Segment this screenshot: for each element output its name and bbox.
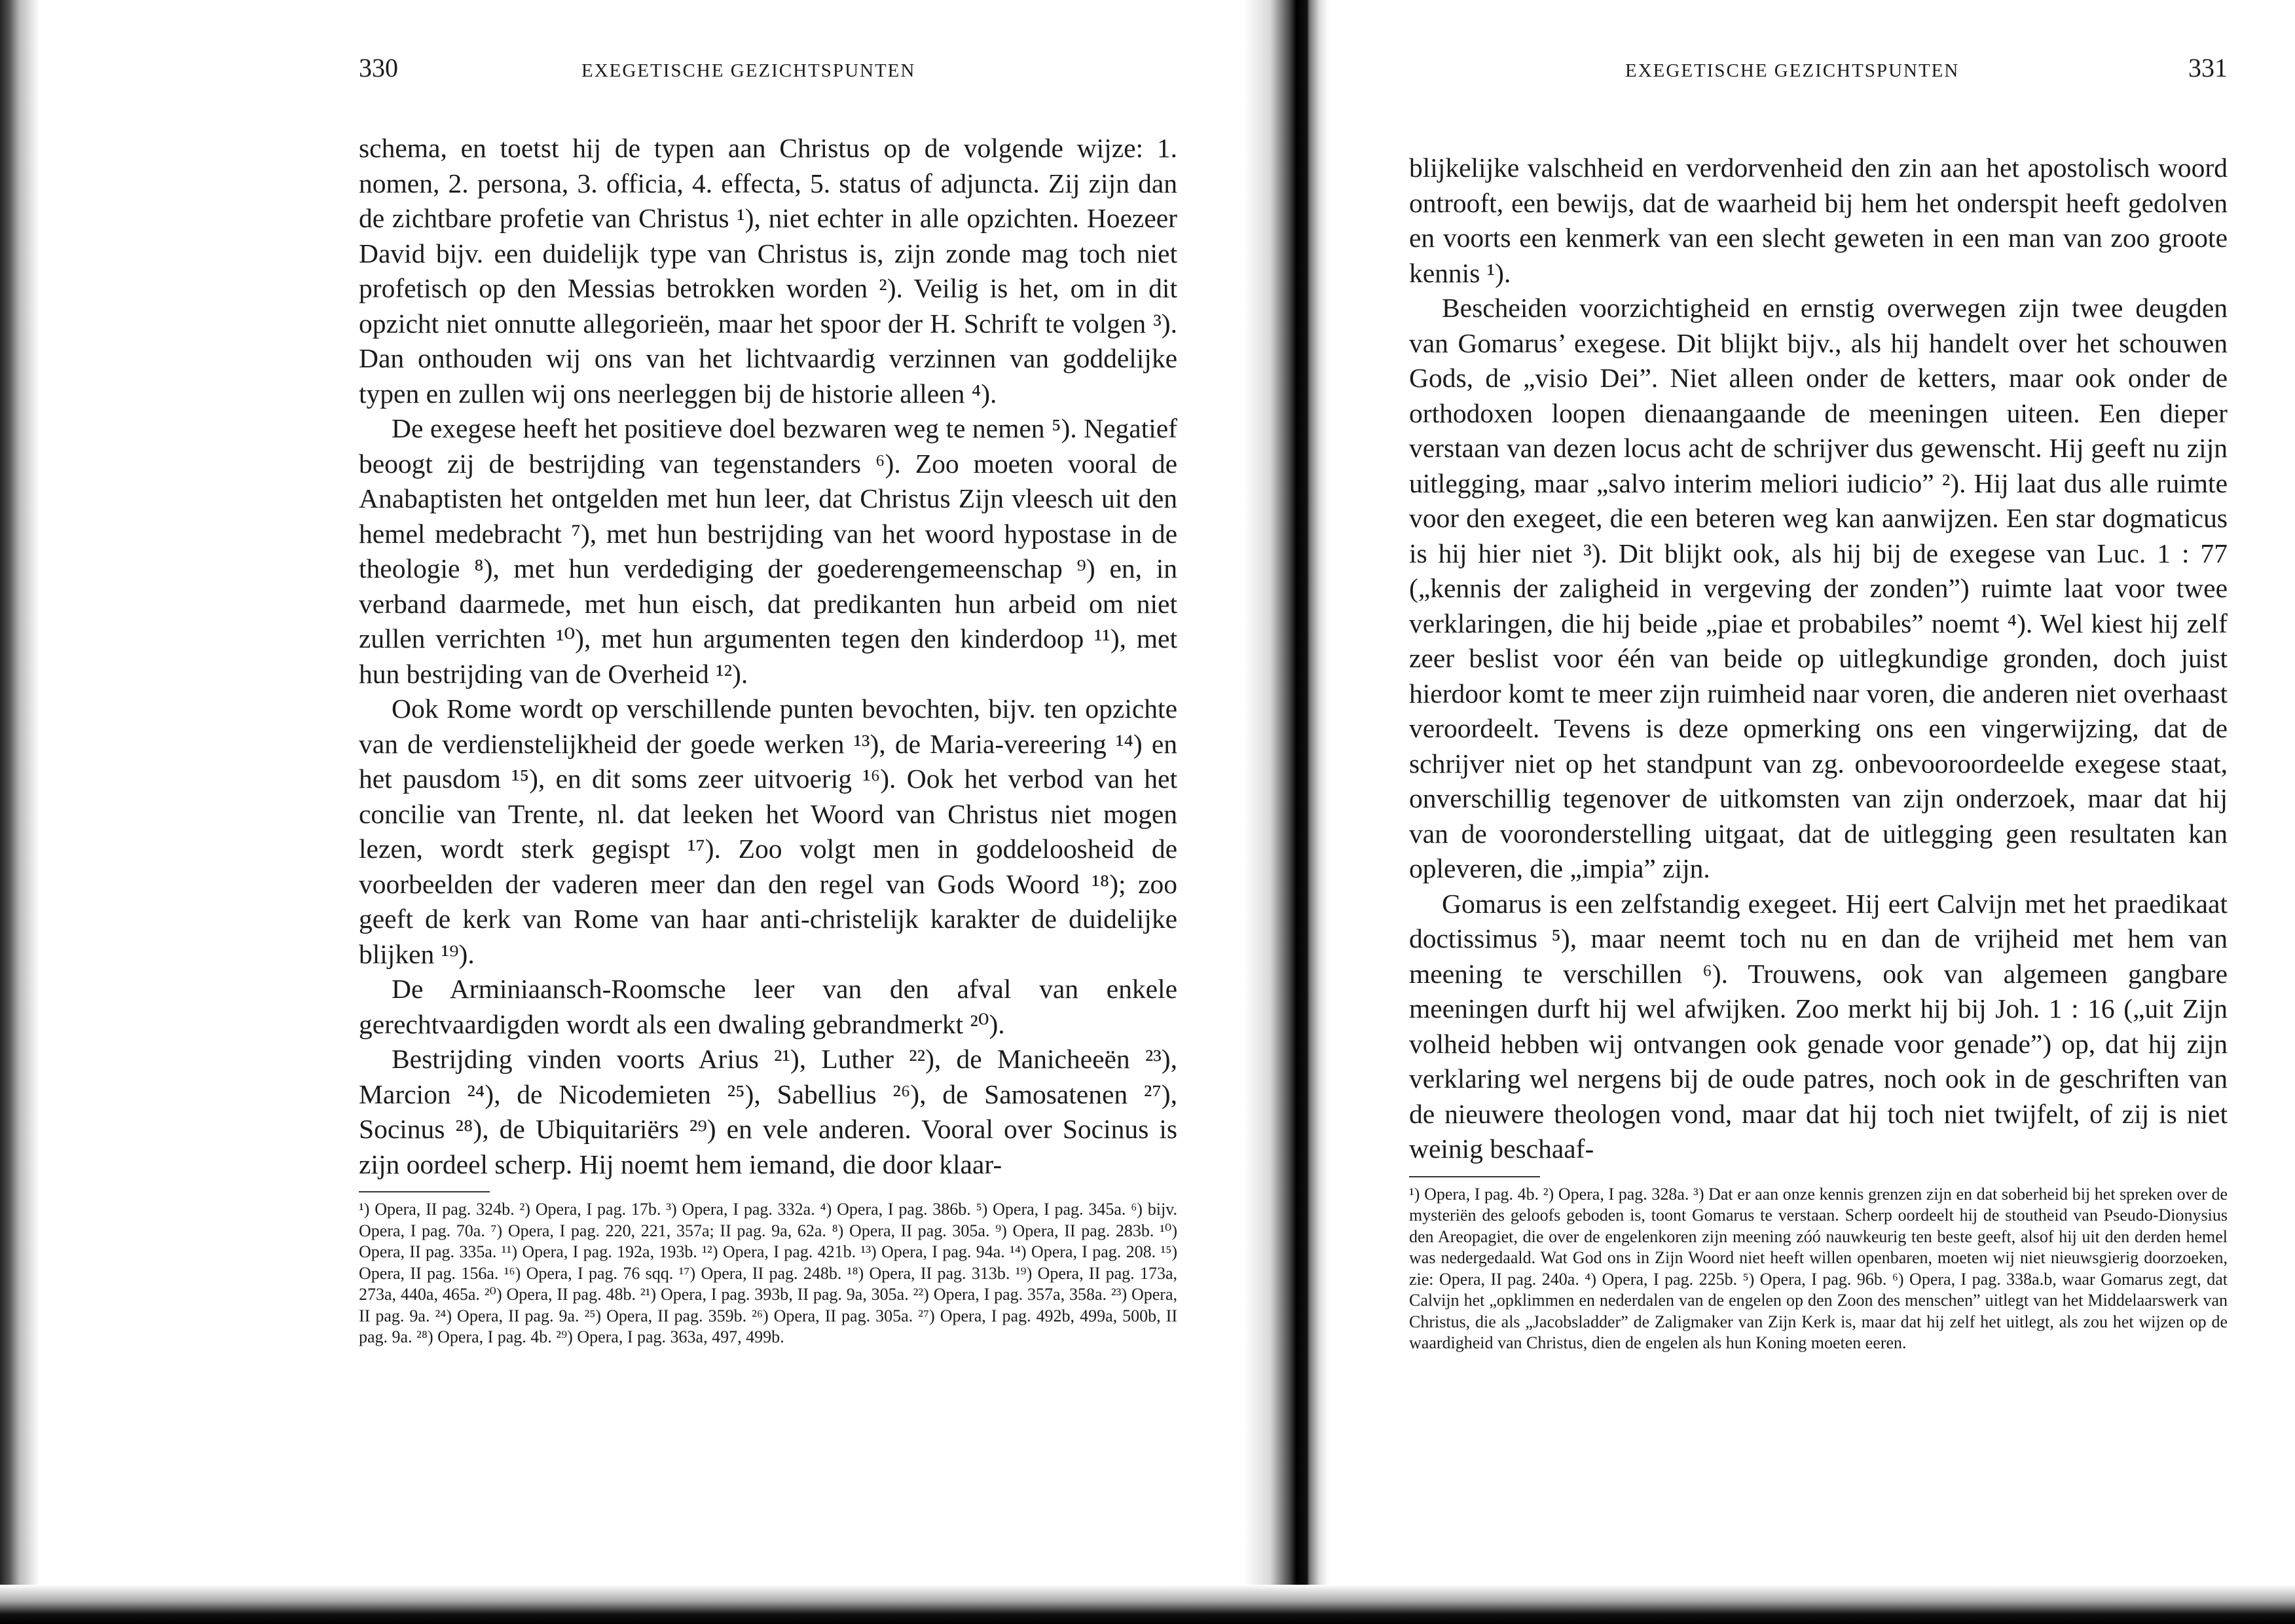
left-footnote-text: ¹) Opera, II pag. 324b. ²) Opera, I pag. 17b. ³) Opera, I pag. 332a. ⁴) Opera, I pag. 386b. ⁵) Opera, I pag. 345a. ⁶) bijv. Opera, I pag. 70a. ⁷) Opera, I pag. 220, 221, 357a; II pag. 9a, 62a. ⁸) Opera, II pag. 305a. ⁹) Opera, II pag. 283b. ¹⁰) Opera, II pag. 335a. ¹¹) Opera, I pag. 192a, 193b. ¹²) Opera, I pag. 421b. ¹³) Opera, I pag. 94a. ¹⁴) Opera, I pag. 208. ¹⁵) Opera, II pag. 156a. ¹⁶) Opera, I pag. 76 sqq. ¹⁷) Opera, II pag. 248b. ¹⁸) Opera, II pag. 313b. ¹⁹) Opera, II pag. 173a, 273a, 440a, 465a. ²⁰) Opera, II pag. 48b. ²¹) Opera, I pag. 393b, II pag. 9a, 305a. ²²) Opera, I pag. 357a, 358a. ²³) Opera, II pag. 9a. ²⁴) Opera, II pag. 9a. ²⁵) Opera, II pag. 359b. ²⁶) Opera, II pag. 305a. ²⁷) Opera, I pag. 492b, 499a, 500b, II pag. 9a. ²⁸) Opera, I pag. 4b. ²⁹) Opera, I pag. 363a, 497, 499b. <box>359 1200 1177 1346</box>
left-footnotes <box>359 1199 1177 1348</box>
right-page-header <box>1409 52 2228 92</box>
right-page-body <box>1409 151 2228 1167</box>
book-gutter-shadow <box>1244 0 1310 1624</box>
left-footnote-rule <box>359 1191 490 1192</box>
right-paragraph-2: Bescheiden voorzichtigheid en ernstig overwegen zijn twee deugden van Gomarus’ exegese. Dit blijkt bijv., als hij handelt over het schouwen Gods, de „visio Dei”. Niet alleen onder de ketters, maar ook onder de orthodoxen loopen dienaangaande de meeningen uiteen. Een dieper verstaan van dezen locus acht de schrijver dus gewenscht. Hij geeft nu zijn uitlegging, maar „salvo interim meliori iudicio” ²). Hij laat dus alle ruimte voor den exegeet, die een beteren weg kan aanwijzen. Een star dogmaticus is hij hier niet ³). Dit blijkt ook, als hij bij de exegese van Luc. 1 : 77 („kennis der zaligheid in vergeving der zonden”) ruimte laat voor twee verklaringen, die hij beide „piae et probabiles” noemt ⁴). Wel kiest hij zelf zeer beslist voor één van beide op uitlegkundige gronden, doch juist hierdoor komt te meer zijn ruimheid naar voren, die anderen niet overhaast veroordeelt. Tevens is deze opmerking ons een vingerwijzing, dat de schrijver niet op het standpunt van zg. onbevooroordeelde exegese staat, onverschillig tegenover de uitkomsten van zijn onderzoek, maar dat hij van de vooronderstelling uitgaat, dat de uitlegging geen resultaten kan opleveren, die „impia” zijn. <box>1409 293 2228 883</box>
right-paragraph-3: Gomarus is een zelfstandig exegeet. Hij eert Calvijn met het praedikaat doctissimus ⁵), maar neemt toch nu en dan de vrijheid met hem van meening te verschillen ⁶). Trouwens, ook van algemeen gangbare meeningen durft hij wel afwijken. Zoo merkt hij bij Joh. 1 : 16 („uit Zijn volheid hebben wij ontvangen ook genade voor genade”) op, dat hij zijn verklaring wel nergens bij de oude patres, noch ook in de geschriften van de nieuwere theologen vond, maar dat hij toch niet twijfelt, of zij is niet weinig beschaaf- <box>1409 888 2228 1164</box>
left-paragraph-2: De exegese heeft het positieve doel bezwaren weg te nemen ⁵). Negatief beoogt zij de bestrijding van tegenstanders ⁶). Zoo moeten vooral de Anabaptisten het ontgelden met hun leer, dat Christus Zijn vleesch uit den hemel medebracht ⁷), met hun bestrijding van het woord hypostase in de theologie ⁸), met hun verdediging der goederengemeenschap ⁹) en, in verband daarmede, met hun eisch, dat predikanten hun arbeid om niet zullen verrichten ¹⁰), met hun argumenten tegen den kinderdoop ¹¹), met hun bestrijding van de Overheid ¹²). <box>359 413 1177 689</box>
left-page <box>359 52 1177 1348</box>
left-page-number: 330 <box>359 53 398 83</box>
right-footnote-text: ¹) Opera, I pag. 4b. ²) Opera, I pag. 328a. ³) Dat er aan onze kennis grenzen zijn en dat soberheid bij het spreken over de mysteriën des geloofs geboden is, toont Gomarus te verstaan. Scherp oordeelt hij de stoutheid van Pseudo-Dionysius den Areopagiet, die over de engelenkoren zijn meening zóó nauwkeurig ten beste geeft, alsof hij uit den derden hemel was nedergedaald. Wat God ons in Zijn Woord niet heeft willen openbaren, moeten wij niet nieuwsgierig doorzoeken, zie: Opera, II pag. 240a. ⁴) Opera, I pag. 225b. ⁵) Opera, I pag. 96b. ⁶) Opera, I pag. 338a.b, waar Gomarus zegt, dat Calvijn het „opklimmen en nederdalen van de engelen op den Zoon des menschen” uitlegt van het Middelaarswerk van Christus, die als „Jacobsladder” de Zaligmaker van Zijn Kerk is, maar dat hij zelf het uitlegt, als zou het wijzen op de waardigheid van Christus, dien de engelen als hun Koning moeten eeren. <box>1409 1184 2228 1352</box>
left-paragraph-3: Ook Rome wordt op verschillende punten bevochten, bijv. ten opzichte van de verdienstelijkheid der goede werken ¹³), de Maria-vereering ¹⁴) en het pausdom ¹⁵), en dit soms zeer uitvoerig ¹⁶). Ook het verbod van het concilie van Trente, nl. dat leeken het Woord van Christus niet mogen lezen, wordt sterk gegispt ¹⁷). Zoo volgt men in goddeloosheid de voorbeelden der vaderen meer dan den regel van Gods Woord ¹⁸); zoo geeft de kerk van Rome van haar anti-christelijk karakter de duidelijke blijken ¹⁹). <box>359 693 1177 969</box>
left-paragraph-1: schema, en toetst hij de typen aan Christus op de volgende wijze: 1. nomen, 2. persona, 3. officia, 4. effecta, 5. status of adjuncta. Zij zijn dan de zichtbare profetie van Christus ¹), niet echter in alle opzichten. Hoezeer David bijv. een duidelijk type van Christus is, zijn zonde mag toch niet profetisch op den Messias betrokken worden ²). Veilig is het, om in dit opzicht niet onnutte allegorieën, maar het spoor der H. Schrift te volgen ³). Dan onthouden wij ons van het lichtvaardig verzinnen van goddelijke typen en zullen wij ons neerleggen bij de historie alleen ⁴). <box>359 133 1177 409</box>
bottom-scan-edge <box>0 1585 2295 1624</box>
right-footnote-rule <box>1409 1176 1540 1177</box>
right-page <box>1409 52 2228 1354</box>
left-scan-edge <box>0 0 39 1624</box>
left-paragraph-4: De Arminiaansch-Roomsche leer van den afval van enkele gerechtvaardigden wordt als een dwaling gebrandmerkt ²⁰). <box>359 974 1177 1039</box>
left-page-header <box>359 52 1177 92</box>
book-gutter-fade <box>1310 0 1329 1624</box>
right-page-number: 331 <box>2188 53 2228 83</box>
right-footnotes <box>1409 1184 2228 1354</box>
left-page-body <box>359 131 1177 1182</box>
left-running-head: EXEGETISCHE GEZICHTSPUNTEN <box>581 60 916 81</box>
left-paragraph-5: Bestrijding vinden voorts Arius ²¹), Luther ²²), de Manicheeën ²³), Marcion ²⁴), de Nicodemieten ²⁵), Sabellius ²⁶), de Samosatenen ²⁷), Socinus ²⁸), de Ubiquitariërs ²⁹) en vele anderen. Vooral over Socinus is zijn oordeel scherp. Hij noemt hem iemand, die door klaar- <box>359 1044 1177 1179</box>
right-paragraph-1: blijkelijke valschheid en verdorvenheid den zin aan het apostolisch woord ontrooft, een bewijs, dat de waarheid bij hem het onderspit heeft gedolven en voorts een kenmerk van een slecht geweten in een man van zoo groote kennis ¹). <box>1409 153 2228 288</box>
right-running-head: EXEGETISCHE GEZICHTSPUNTEN <box>1625 60 1960 81</box>
